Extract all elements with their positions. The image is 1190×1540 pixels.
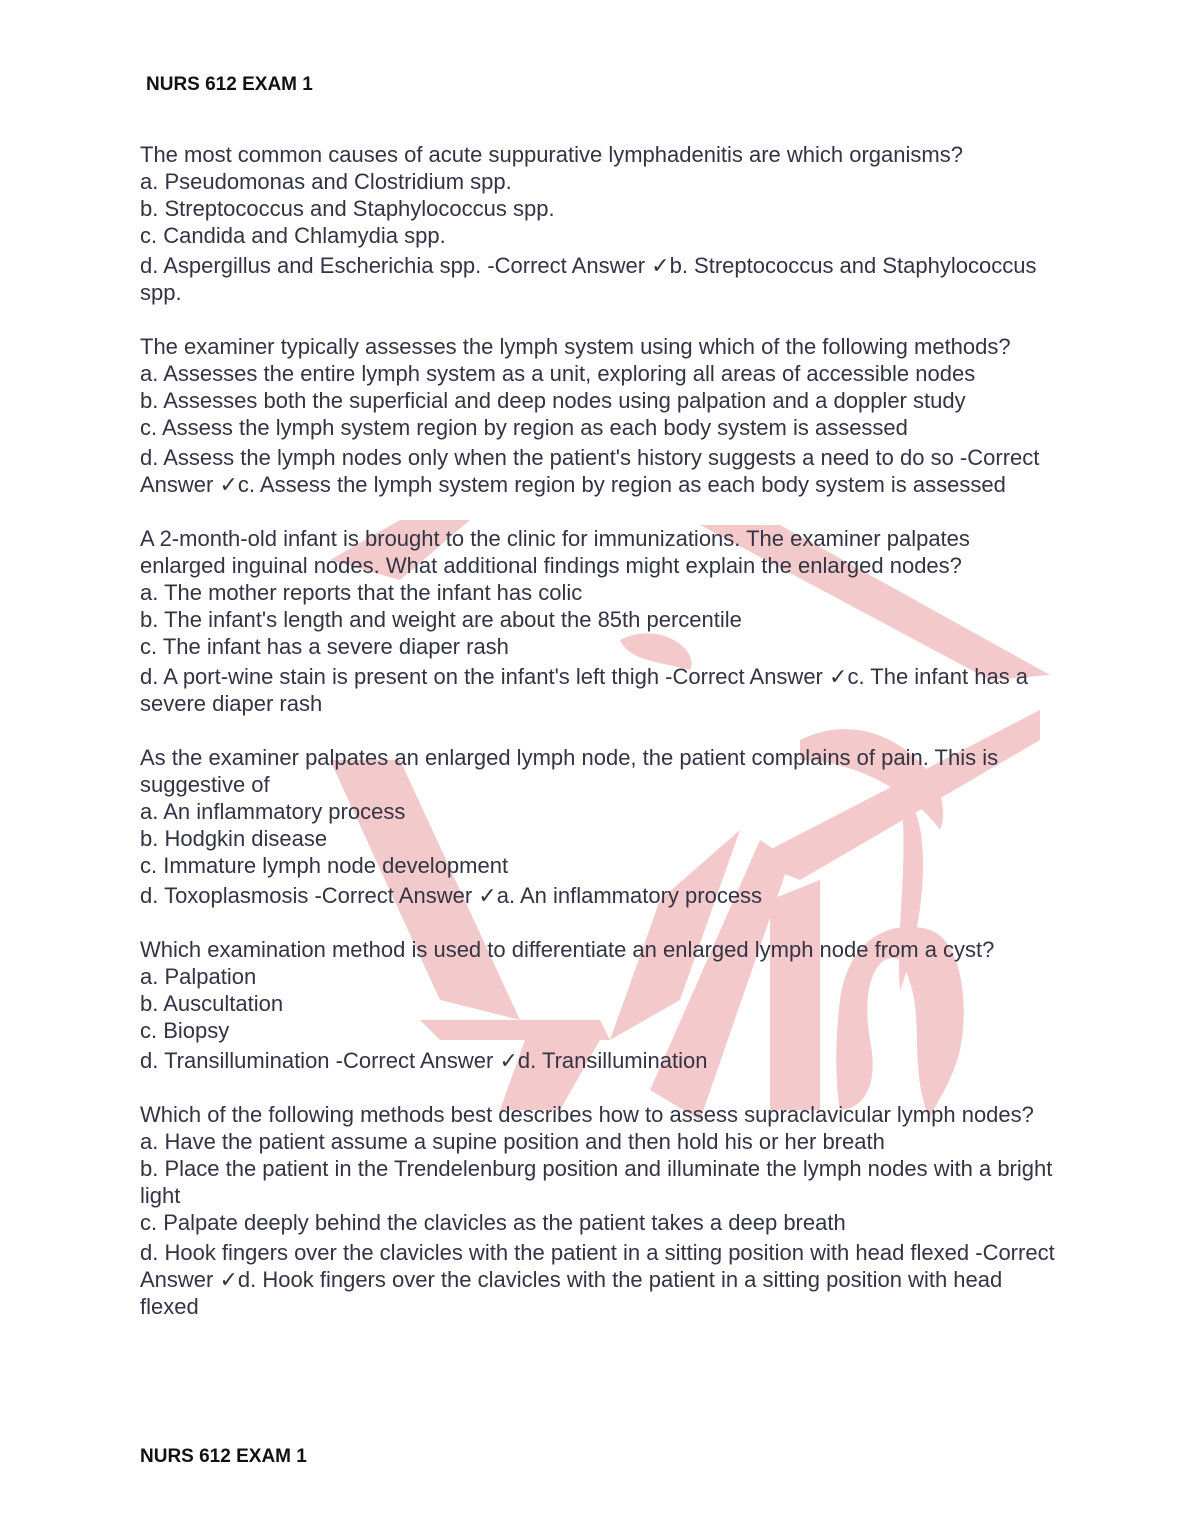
question-stem: The examiner typically assesses the lymph system using which of the following methods?: [140, 334, 1011, 359]
check-icon: ✓: [219, 1267, 238, 1292]
check-icon: ✓: [499, 1048, 518, 1073]
question-stem: A 2-month-old infant is brought to the clinic for immunizations. The examiner palpates enlarged inguinal nodes. What additional findings might explain the enlarged nodes?: [140, 526, 970, 578]
option-b: b. Place the patient in the Trendelenburg position and illuminate the lymph nodes with a bright light: [140, 1156, 1053, 1208]
answer-label: -Correct Answer: [140, 1240, 1055, 1292]
option-d: d. Hook fingers over the clavicles with the patient in a sitting position with head flexed: [140, 1240, 970, 1265]
option-c: c. Candida and Chlamydia spp.: [140, 223, 446, 248]
option-a: a. Have the patient assume a supine position and then hold his or her breath: [140, 1129, 885, 1154]
question-stem: The most common causes of acute suppurative lymphadenitis are which organisms?: [140, 142, 963, 167]
option-d-with-answer: [140, 882, 1060, 909]
option-d: d. Aspergillus and Escherichia spp.: [140, 253, 482, 278]
check-icon: ✓: [219, 472, 238, 497]
question-5: [140, 936, 1060, 1074]
question-stem: As the examiner palpates an enlarged lymph node, the patient complains of pain. This is suggestive of: [140, 745, 999, 797]
answer-label: -Correct Answer: [481, 253, 652, 278]
option-b: b. Auscultation: [140, 991, 284, 1016]
option-a: a. The mother reports that the infant has colic: [140, 580, 583, 605]
option-b: b. Hodgkin disease: [140, 826, 328, 851]
option-d: d. Assess the lymph nodes only when the patient's history suggests a need to do so: [140, 445, 954, 470]
question-1: [140, 141, 1060, 306]
correct-answer: b. Streptococcus and Staphylococcus spp.: [140, 253, 1037, 305]
page-header: NURS 612 EXAM 1: [146, 74, 313, 95]
answer-label: -Correct Answer: [329, 1048, 500, 1073]
question-2: [140, 333, 1060, 498]
option-d-with-answer: [140, 444, 1060, 498]
question-stem: Which examination method is used to differentiate an enlarged lymph node from a cyst?: [140, 937, 995, 962]
option-d: d. Toxoplasmosis: [140, 883, 309, 908]
answer-label: -Correct Answer: [659, 664, 829, 689]
option-c: c. Assess the lymph system region by region as each body system is assessed: [140, 415, 908, 440]
option-c: c. Immature lymph node development: [140, 853, 509, 878]
question-stem: Which of the following methods best describes how to assess supraclavicular lymph nodes?: [140, 1102, 1034, 1127]
option-b: b. The infant's length and weight are about the 85th percentile: [140, 607, 742, 632]
correct-answer: a. An inflammatory process: [496, 883, 763, 908]
correct-answer: d. Transillumination: [517, 1048, 708, 1073]
correct-answer: c. The infant has a severe diaper rash: [140, 664, 1029, 716]
option-a: a. Assesses the entire lymph system as a unit, exploring all areas of accessible nodes: [140, 361, 976, 386]
option-d: d. A port-wine stain is present on the infant's left thigh: [140, 664, 660, 689]
correct-answer: c. Assess the lymph system region by region as each body system is assessed: [237, 472, 1006, 497]
option-b: b. Streptococcus and Staphylococcus spp.: [140, 196, 555, 221]
check-icon: ✓: [829, 664, 848, 689]
answer-label: -Correct Answer: [140, 445, 1040, 497]
option-c: c. Palpate deeply behind the clavicles as the patient takes a deep breath: [140, 1210, 846, 1235]
check-icon: ✓: [478, 883, 497, 908]
question-6: [140, 1101, 1060, 1320]
option-d-with-answer: [140, 1047, 1060, 1074]
option-a: a. Pseudomonas and Clostridium spp.: [140, 169, 512, 194]
option-d-with-answer: [140, 1239, 1060, 1320]
option-a: a. An inflammatory process: [140, 799, 406, 824]
option-b: b. Assesses both the superficial and deep nodes using palpation and a doppler study: [140, 388, 966, 413]
option-c: c. The infant has a severe diaper rash: [140, 634, 509, 659]
option-a: a. Palpation: [140, 964, 257, 989]
correct-answer: d. Hook fingers over the clavicles with the patient in a sitting position with head flexed: [140, 1267, 1003, 1319]
question-3: [140, 525, 1060, 717]
option-d: d. Transillumination: [140, 1048, 330, 1073]
option-d-with-answer: [140, 252, 1060, 306]
option-d-with-answer: [140, 663, 1060, 717]
question-4: [140, 744, 1060, 909]
page-footer: NURS 612 EXAM 1: [140, 1446, 307, 1467]
option-c: c. Biopsy: [140, 1018, 230, 1043]
answer-label: -Correct Answer: [308, 883, 479, 908]
check-icon: ✓: [651, 253, 670, 278]
question-list: [140, 141, 1060, 1347]
